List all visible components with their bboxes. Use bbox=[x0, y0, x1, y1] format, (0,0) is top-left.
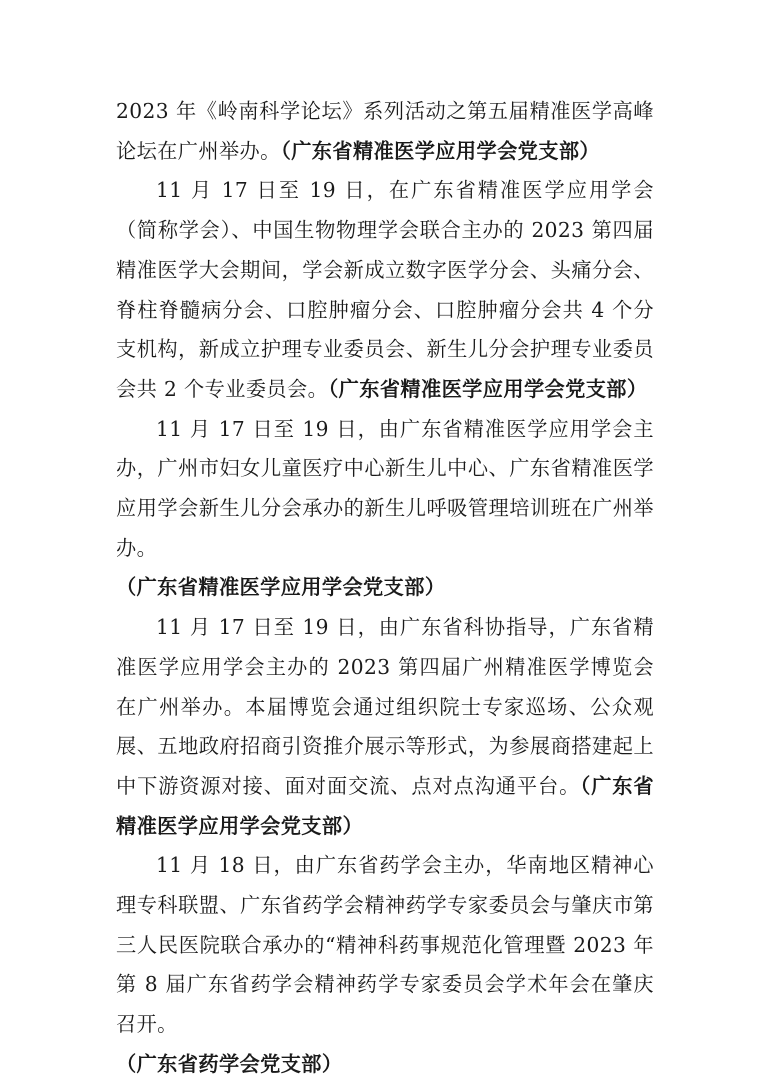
paragraph-4-source: （广东省精准医学应用学会党支部） bbox=[116, 773, 654, 838]
news-paragraph-5 bbox=[116, 846, 654, 1045]
news-paragraph-4 bbox=[116, 608, 654, 846]
paragraph-3-text: 11 月 17 日至 19 日，由广东省精准医学应用学会主办，广州市妇女儿童医疗中心新生儿中心、广东省精准医学应用学会新生儿分会承办的新生儿呼吸管理培训班在广州举办。 bbox=[116, 416, 654, 560]
paragraph-5-text: 11 月 18 日，由广东省药学会主办，华南地区精神心理专科联盟、广东省药学会精神药学专家委员会与肇庆市第三人民医院联合承办的“精神科药事规范化管理暨 2023 年第 8 届广东省药学会精神药学专家委员会学术年会在肇庆召开。 bbox=[116, 853, 654, 1037]
news-paragraph-2 bbox=[116, 171, 654, 409]
paragraph-2-source: （广东省精准医学应用学会党支部） bbox=[328, 376, 648, 401]
news-paragraph-1 bbox=[116, 92, 654, 171]
news-paragraph-3 bbox=[116, 410, 654, 569]
paragraph-1-source: （广东省精准医学应用学会党支部） bbox=[280, 138, 601, 163]
paragraph-1-text: 2023 年《岭南科学论坛》系列活动之第五届精准医学高峰论坛在广州举办。 bbox=[116, 99, 654, 163]
paragraph-5-source: （广东省药学会党支部） bbox=[116, 1051, 343, 1076]
news-paragraph-3-source-line bbox=[116, 568, 654, 608]
paragraph-4-text: 11 月 17 日至 19 日，由广东省科协指导，广东省精准医学应用学会主办的 2023 第四届广州精准医学博览会在广州举办。本届博览会通过组织院士专家巡场、公众观展、五地政府招商引资推介展示等形式，为参展商搭建起上中下游资源对接、面对面交流、点对点沟通平台。 bbox=[116, 615, 654, 798]
paragraph-3-source: （广东省精准医学应用学会党支部） bbox=[116, 575, 446, 600]
paragraph-2-text: 11 月 17 日至 19 日，在广东省精准医学应用学会（简称学会）、中国生物物理学会联合主办的 2023 第四届精准医学大会期间，学会新成立数字医学分会、头痛分会、脊柱脊髓病分会、口腔肿瘤分会、口腔肿瘤分会共 4 个分支机构，新成立护理专业委员会、新生儿分会护理专业委员会共 2 个专业委员会。 bbox=[116, 178, 654, 401]
document-body bbox=[116, 92, 654, 1085]
news-paragraph-5-source-line bbox=[116, 1045, 654, 1085]
